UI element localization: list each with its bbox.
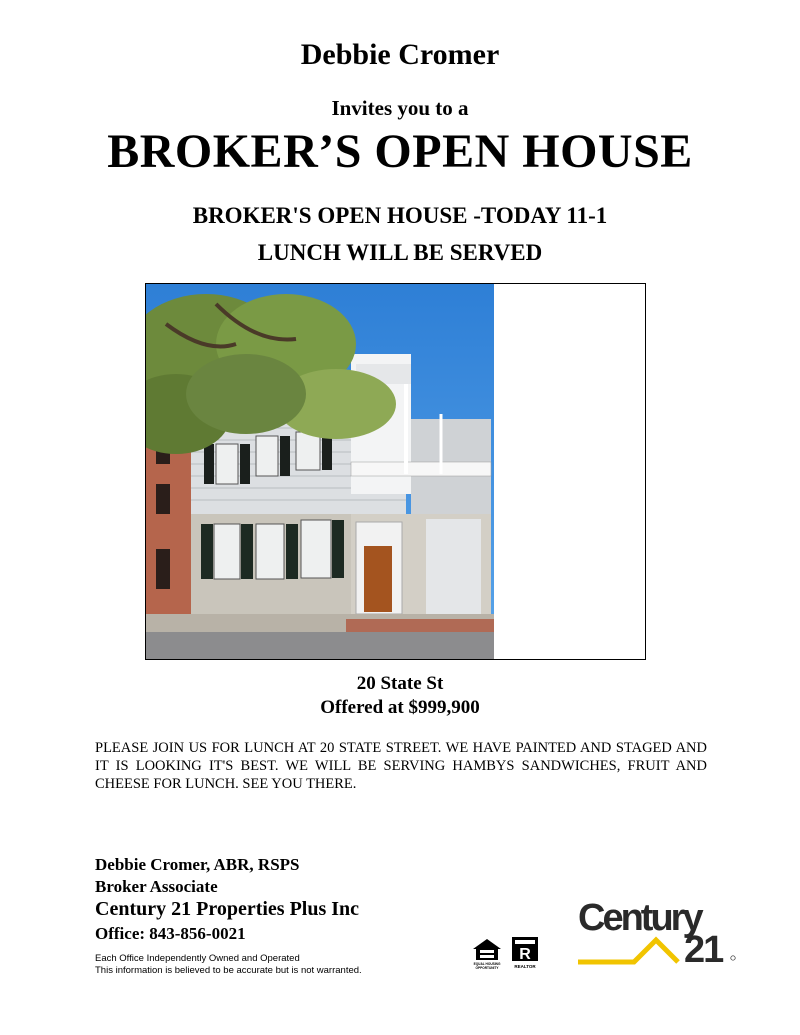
agent-name-heading: Debbie Cromer [300, 38, 500, 71]
property-photo-frame [145, 283, 646, 660]
disclaimer-line-1: Each Office Independently Owned and Operated [95, 953, 300, 964]
contact-office-phone: Office: 843-856-0021 [95, 924, 246, 943]
property-price: Offered at $999,900 [320, 697, 480, 718]
property-address: 20 State St [356, 673, 444, 694]
svg-text:Century: Century [578, 897, 701, 939]
invitation-body: PLEASE JOIN US FOR LUNCH AT 20 STATE STREET. WE HAVE PAINTED AND STAGED AND IT IS LOOKING IT'S BEST. WE WILL BE SERVING HAMBYS SANDWICHES, FRUIT AND CHEESE FOR LUNCH. SEE YOU THERE. [95, 740, 707, 792]
headline: BROKER’S OPEN HOUSE [107, 125, 693, 178]
svg-text:R: R [519, 946, 531, 963]
svg-text:21: 21 [684, 929, 723, 968]
open-house-time: BROKER'S OPEN HOUSE -TODAY 11-1 [192, 203, 608, 228]
realtor-label: REALTOR [514, 964, 536, 969]
century21-logo [574, 888, 739, 968]
contact-title: Broker Associate [95, 877, 218, 896]
svg-text:OPPORTUNITY: OPPORTUNITY [475, 966, 499, 970]
lunch-notice: LUNCH WILL BE SERVED [257, 240, 543, 265]
equal-housing-icon [470, 936, 504, 970]
svg-text:EQUAL HOUSING: EQUAL HOUSING [473, 962, 501, 966]
invites-line: Invites you to a [331, 96, 469, 120]
realtor-icon [510, 936, 540, 970]
disclaimer-line-2: This information is believed to be accurate but is not warranted. [95, 965, 362, 976]
property-photo [146, 284, 494, 659]
contact-name: Debbie Cromer, ABR, RSPS [95, 855, 300, 874]
contact-company: Century 21 Properties Plus Inc [95, 898, 360, 920]
